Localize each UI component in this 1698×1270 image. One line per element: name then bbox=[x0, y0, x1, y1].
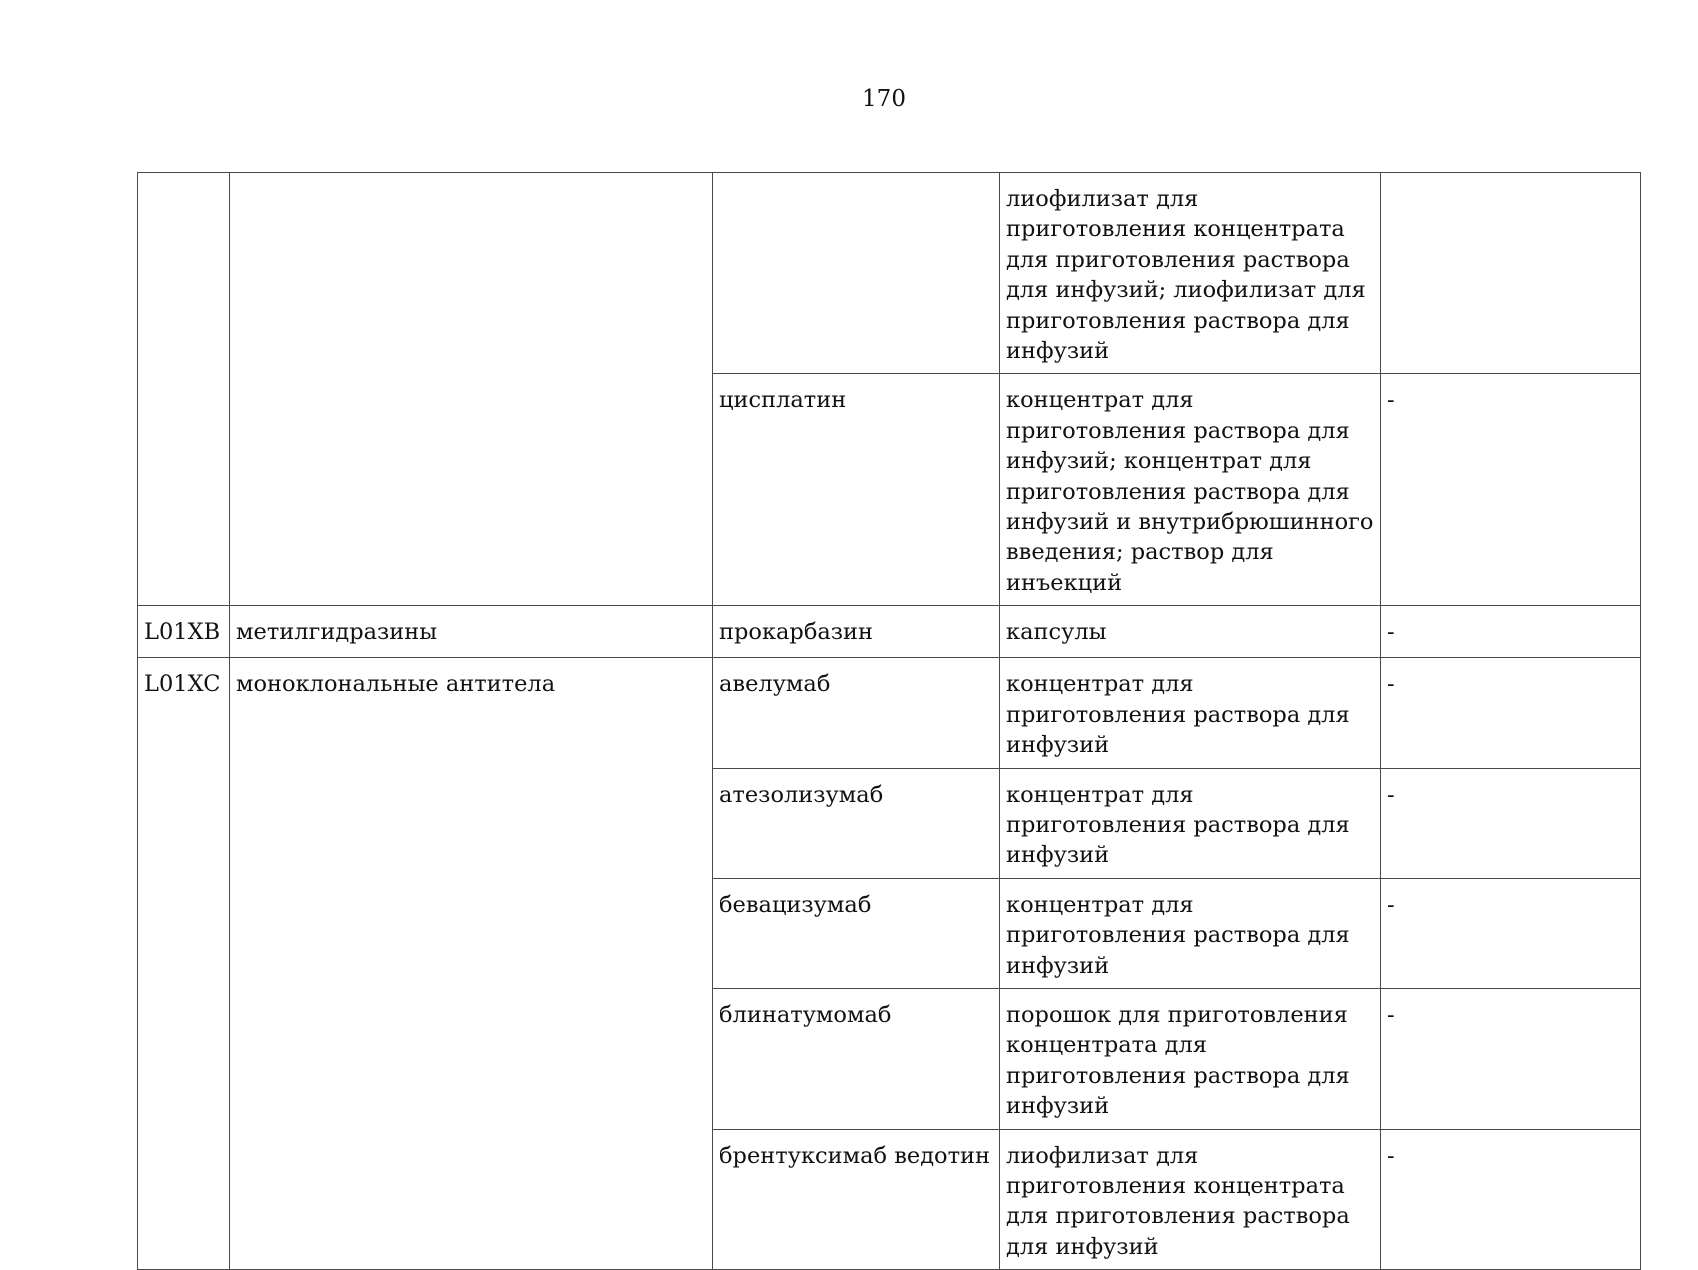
atc-code-cell: L01XB bbox=[138, 606, 230, 658]
note-cell: - bbox=[1381, 768, 1641, 878]
dosage-form-cell: концентрат для приготовления раствора для инфузий bbox=[1000, 658, 1381, 768]
drug-name-cell: авелумаб bbox=[713, 658, 1000, 768]
drug-name-cell: цисплатин bbox=[713, 374, 1000, 606]
dosage-form-cell: концентрат для приготовления раствора для инфузий; концентрат для приготовления раствора для инфузий и внутрибрюшинного введения; раствор для инъекций bbox=[1000, 374, 1381, 606]
page-number: 170 bbox=[862, 86, 906, 112]
dosage-form-cell: лиофилизат для приготовления концентрата для приготовления раствора для инфузий; лиофилизат для приготовления раствора для инфузий bbox=[1000, 173, 1381, 374]
note-cell: - bbox=[1381, 606, 1641, 658]
dosage-form-cell: концентрат для приготовления раствора для инфузий bbox=[1000, 878, 1381, 988]
drug-name-cell: брентуксимаб ведотин bbox=[713, 1129, 1000, 1270]
note-cell: - bbox=[1381, 374, 1641, 606]
note-cell: - bbox=[1381, 988, 1641, 1129]
dosage-form-cell: порошок для приготовления концентрата для приготовления раствора для инфузий bbox=[1000, 988, 1381, 1129]
table-row bbox=[138, 658, 1641, 768]
dosage-form-cell: лиофилизат для приготовления концентрата для приготовления раствора для инфузий bbox=[1000, 1129, 1381, 1270]
atc-code-cell bbox=[138, 173, 230, 606]
note-cell bbox=[1381, 173, 1641, 374]
dosage-form-cell: капсулы bbox=[1000, 606, 1381, 658]
drug-name-cell: прокарбазин bbox=[713, 606, 1000, 658]
dosage-form-cell: концентрат для приготовления раствора для инфузий bbox=[1000, 768, 1381, 878]
drug-name-cell: блинатумомаб bbox=[713, 988, 1000, 1129]
group-name-cell: моноклональные антитела bbox=[230, 658, 713, 1270]
drug-name-cell: атезолизумаб bbox=[713, 768, 1000, 878]
note-cell: - bbox=[1381, 658, 1641, 768]
drug-table bbox=[137, 172, 1641, 1270]
group-name-cell: метилгидразины bbox=[230, 606, 713, 658]
table-row bbox=[138, 173, 1641, 374]
note-cell: - bbox=[1381, 878, 1641, 988]
note-cell: - bbox=[1381, 1129, 1641, 1270]
table-row bbox=[138, 606, 1641, 658]
drug-name-cell bbox=[713, 173, 1000, 374]
atc-code-cell: L01XC bbox=[138, 658, 230, 1270]
group-name-cell bbox=[230, 173, 713, 606]
drug-name-cell: бевацизумаб bbox=[713, 878, 1000, 988]
